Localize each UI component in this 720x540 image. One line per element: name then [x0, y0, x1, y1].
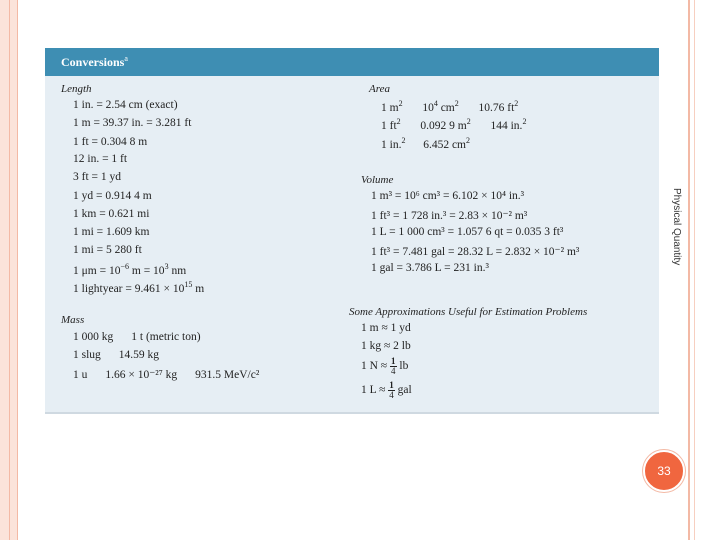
mass-row: 1 000 kg 1 t (metric ton): [73, 331, 201, 343]
length-row-lightyear: 1 lightyear = $9.461 \times 10^{15}$ m: [73, 280, 205, 295]
left-border-line: [9, 0, 10, 540]
length-row: 1 km = 0.621 mi: [73, 208, 150, 220]
length-row: 1 yd = 0.914 4 m: [73, 190, 152, 202]
area-row: 1 in.$^2$ 6.452 $cm^2$: [381, 136, 471, 151]
volume-row: 1 gal = 3.786 L = 231 in.³: [371, 262, 489, 274]
volume-row: 1 ft³ = 7.481 gal = 28.32 L = 2.832 × 10⁻² m³: [371, 246, 580, 258]
length-row-micron: 1 $\mu m = 10^{-6}$ $m = 10^3$ nm: [73, 262, 187, 277]
table-title: [61, 54, 128, 70]
length-row: 3 ft = 1 yd: [73, 171, 122, 183]
conversion-table: [45, 48, 659, 414]
length-row: 1 in. = 2.54 cm (exact): [73, 99, 178, 111]
volume-row: 1 L = 1 000 cm³ = 1.057 6 qt = 0.035 3 ft³: [371, 226, 564, 238]
vertical-side-label: [668, 188, 682, 283]
volume-row: 1 ft³ = 1 728 in.³ = 2.83 × 10⁻² m³: [371, 210, 528, 222]
area-row: 1 $ft^2$ 0.092 9 $m^2$ 144 in.$^2$: [381, 117, 527, 132]
approximation-row-newton: 1 N ≈ $\frac{1}{4}$ lb: [361, 356, 409, 376]
volume-heading: Volume: [361, 174, 394, 186]
right-border-line: [688, 0, 690, 540]
length-row: 1 mi = 1.609 km: [73, 226, 150, 238]
length-row: 1 ft = 0.304 8 m: [73, 136, 148, 148]
approximation-row: 1 m ≈ 1 yd: [361, 322, 411, 334]
right-border-line-thin: [694, 0, 695, 540]
mass-heading: Mass: [61, 314, 85, 326]
page-number-badge: 33: [643, 450, 685, 492]
table-header-bar: [45, 48, 659, 76]
approximations-heading: Some Approximations Useful for Estimation Problems: [349, 306, 588, 318]
length-row: 1 mi = 5 280 ft: [73, 244, 142, 256]
table-title-text: Conversions: [61, 55, 125, 69]
length-row: 1 m = 39.37 in. = 3.281 ft: [73, 117, 192, 129]
length-heading: Length: [61, 83, 92, 95]
side-label-text: Physical Quantity: [671, 188, 682, 266]
table-title-footnote-mark: a: [124, 54, 128, 63]
area-row: 1 $m^2$ $10^4$ $cm^2$ 10.76 $ft^2$: [381, 99, 519, 114]
length-row: 12 in. = 1 ft: [73, 153, 128, 165]
approximation-row: 1 kg ≈ 2 lb: [361, 340, 411, 352]
approximation-row-liter: 1 L ≈ $\frac{1}{4}$ gal: [361, 380, 412, 400]
area-heading: Area: [369, 83, 390, 95]
volume-row: 1 m³ = 10⁶ cm³ = 6.102 × 10⁴ in.³: [371, 190, 525, 202]
mass-row: 1 slug 14.59 kg: [73, 349, 160, 361]
mass-row: 1 u 1.66 × 10⁻²⁷ kg 931.5 MeV/c²: [73, 369, 260, 381]
